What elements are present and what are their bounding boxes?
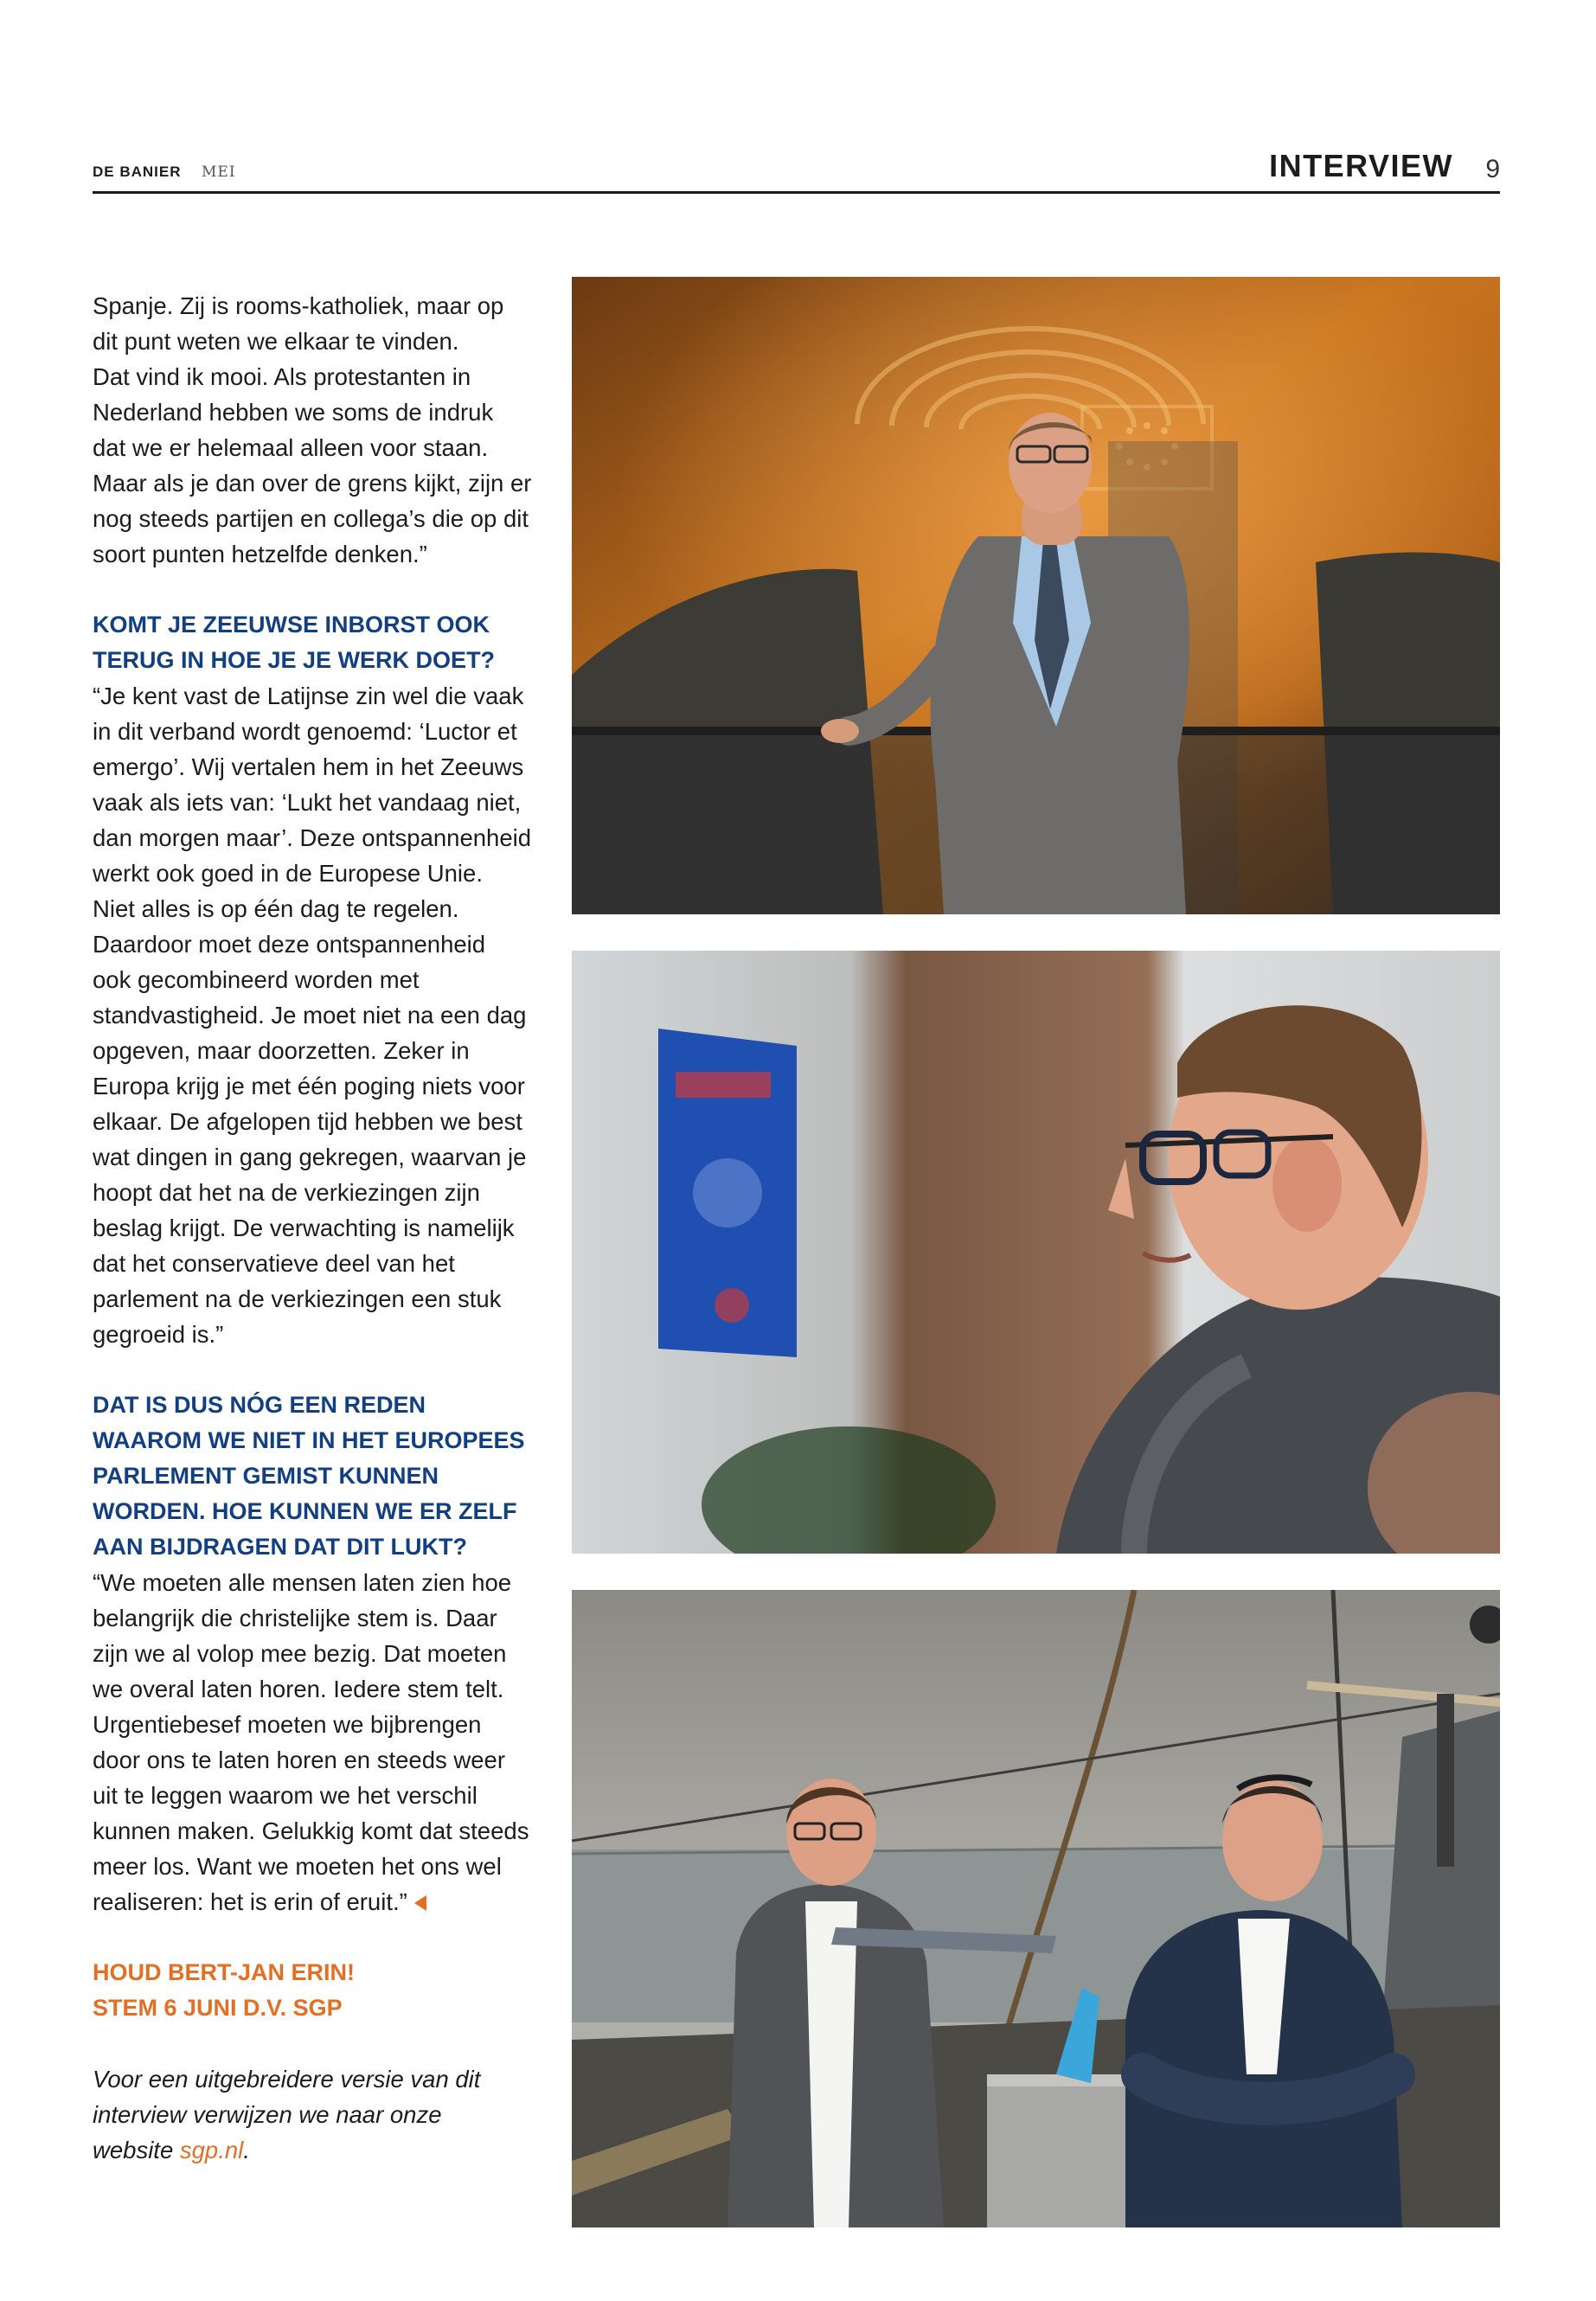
article-column bbox=[93, 288, 551, 2168]
photo-profile-image bbox=[572, 951, 1500, 1554]
note-text: Voor een uitgebreidere versie van dit interview verwijzen we naar onze website bbox=[93, 2066, 481, 2163]
issue-month: MEI bbox=[202, 163, 236, 181]
photo-parliament-image bbox=[572, 277, 1500, 914]
article-paragraph: “Je kent vast de Latijnse zin wel die vaak in dit verband wordt genoemd: ‘Luctor et emergo’. Wij vertalen hem in het Zeeuws vaak als iets van: ‘Lukt het vandaag niet, dan morgen maar’. Deze ontspannenheid werkt ook goed in de Europese Unie. Niet alles is op één dag te regelen. Daardoor moet deze ontspannenheid ook gecombineerd worden met standvastigheid. Je moet niet na een dag opgeven, maar doorzetten. Zeker in Europa krijg je met één poging niets voor elkaar. De afgelopen tijd hebben we best wat dingen in gang gekregen, waarvan je hoopt dat het na de verkiezingen zijn beslag krijgt. De verwachting is namelijk dat het conservatieve deel van het parlement na de verkiezingen een stuk gegroeid is.” bbox=[93, 683, 532, 1348]
article-paragraph bbox=[93, 1565, 551, 1920]
campaign-slogan: HOUD BERT-JAN ERIN! STEM 6 JUNI D.V. SGP bbox=[93, 1959, 356, 2021]
page-number: 9 bbox=[1485, 155, 1500, 183]
photo-parliament-portrait bbox=[572, 277, 1500, 914]
page-header bbox=[93, 143, 1500, 194]
closing-answer: “We moeten alle mensen laten zien hoe belangrijk die christelijke stem is. Daar zijn we al volop mee bezig. Dat moeten we overal laten horen. Iedere stem telt. Urgentiebesef moeten we bijbrengen door ons te laten horen en steeds weer uit te leggen waarom we het verschil kunnen maken. Gelukkig komt dat steeds meer los. Want we moeten het ons wel realiseren: het is erin of eruit.” bbox=[93, 1569, 529, 1915]
website-link[interactable]: sgp.nl bbox=[179, 2137, 244, 2163]
photo-profile-closeup bbox=[572, 951, 1500, 1554]
interview-question: DAT IS DUS NÓG EEN REDEN WAAROM WE NIET IN HET EUROPEES PARLEMENT GEMIST KUNNEN WORDEN. HOE KUNNEN WE ER ZELF AAN BIJDRAGEN DAT DIT LUKT? bbox=[93, 1392, 525, 1560]
photo-boat-image bbox=[572, 1590, 1500, 2227]
photo-boat-conversation bbox=[572, 1590, 1500, 2227]
publication-name: DE BANIER bbox=[93, 163, 182, 180]
section-title: INTERVIEW bbox=[1269, 148, 1453, 183]
end-mark-icon bbox=[414, 1895, 426, 1911]
note-end: . bbox=[243, 2137, 250, 2163]
interview-question: KOMT JE ZEEUWSE INBORST OOK TERUG IN HOE JE JE WERK DOET? bbox=[93, 612, 496, 673]
article-paragraph: Spanje. Zij is rooms-katholiek, maar op dit punt weten we elkaar te vinden. Dat vind ik mooi. Als protestanten in Nederland hebben we soms de indruk dat we er helemaal alleen voor staan. Maar als je dan over de grens kijkt, zijn er nog steeds partijen en collega’s die op dit soort punten hetzelfde denken.” bbox=[93, 292, 532, 567]
website-note bbox=[93, 2061, 551, 2168]
